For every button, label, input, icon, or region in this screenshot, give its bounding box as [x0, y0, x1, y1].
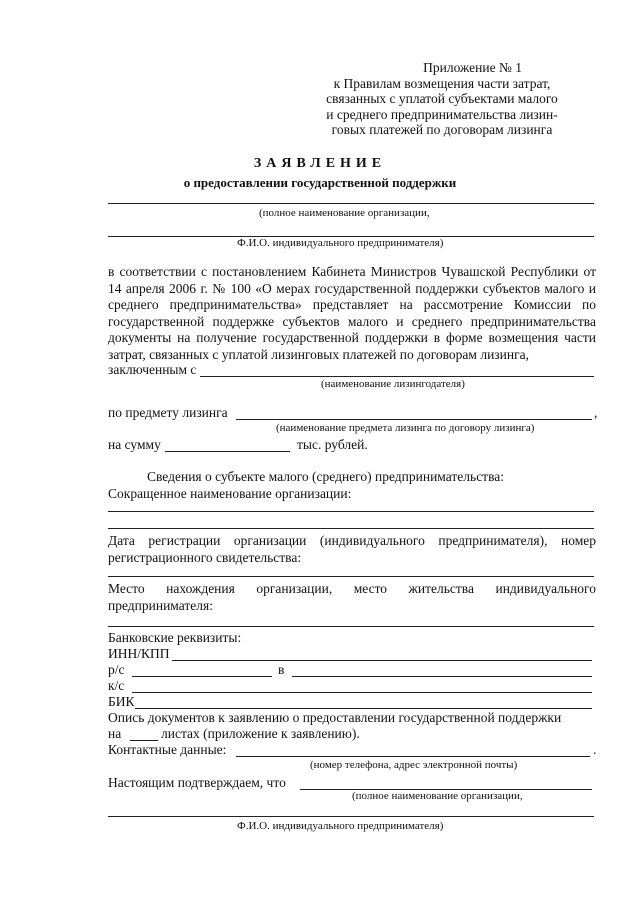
org-name-caption: (полное наименование организации,: [259, 207, 430, 219]
lessor-field-line[interactable]: [200, 376, 594, 377]
confirm-label: Настоящим подтверждаем, что: [108, 775, 286, 790]
bik-field-line[interactable]: [135, 708, 592, 709]
lease-subject-field-line[interactable]: [236, 419, 592, 420]
ks-label: к/с: [108, 678, 125, 693]
main-paragraph: в соответствии с постановлением Кабинета Министров Чувашской Республики от 14 апреля 2006 г. № 100 «О мерах государственной поддержки субъектов малого и среднего предпринимательства» представляет на рассмотрение Комиссии по государственной поддержке субъектов малого и среднего предпринимательства документы на получение государственной поддержки в форме возмещения части затрат, связанных с уплатой лизинговых платежей по договорам лизинга,: [108, 264, 596, 362]
short-name-label: Сокращенное наименование организации:: [108, 486, 352, 501]
sum-label: на сумму: [108, 437, 161, 452]
bank-heading: Банковские реквизиты:: [108, 630, 242, 645]
registration-field-line[interactable]: [108, 576, 594, 577]
document-title: ЗАЯВЛЕНИЕ: [253, 156, 387, 171]
appendix-line: связанных с уплатой субъектами малого: [326, 91, 558, 106]
sum-unit: тыс. рублей.: [297, 437, 368, 452]
lease-subject-comma: ,: [594, 405, 598, 420]
appendix-line: к Правилам возмещения части затрат,: [333, 75, 551, 91]
appendix-header: [292, 60, 592, 138]
location-label: Место нахождения организации, место жительства индивидуального предпринимателя:: [108, 581, 596, 613]
appendix-line: говых платежей по договорам лизинга: [331, 122, 553, 137]
contacts-label: Контактные данные:: [108, 742, 227, 757]
confirm-entrepreneur-field-line[interactable]: [108, 816, 594, 817]
document-subtitle: о предоставлении государственной поддержки: [183, 175, 457, 190]
appendix-line: и среднего предпринимательства лизин-: [326, 106, 558, 122]
contacts-caption: (номер телефона, адрес электронной почты): [310, 759, 518, 771]
concluded-with-label: заключенным с: [108, 362, 197, 377]
short-name-field-line-1[interactable]: [108, 511, 594, 512]
rs-in-label: в: [278, 662, 285, 677]
registration-label: Дата регистрации организации (индивидуального предпринимателя), номер регистрационного свидетельства:: [108, 533, 596, 565]
location-field-line[interactable]: [108, 626, 594, 627]
inn-kpp-field-line[interactable]: [172, 660, 592, 661]
ks-field-line[interactable]: [132, 692, 592, 693]
inn-kpp-label: ИНН/КПП: [108, 646, 170, 661]
info-heading: Сведения о субъекте малого (среднего) предпринимательства:: [147, 469, 505, 484]
short-name-field-line-2[interactable]: [108, 528, 594, 529]
lease-subject-caption: (наименование предмета лизинга по договору лизинга): [276, 422, 535, 434]
contacts-period: .: [593, 742, 597, 757]
lessor-caption: (наименование лизингодателя): [321, 378, 465, 390]
confirm-org-caption: (полное наименование организации,: [352, 790, 523, 802]
bik-label: БИК: [108, 694, 135, 709]
org-name-field-line[interactable]: [108, 203, 594, 204]
inventory-pages-field-line[interactable]: [130, 740, 158, 741]
confirm-entrepreneur-caption: Ф.И.О. индивидуального предпринимателя): [237, 820, 444, 832]
inventory-suffix: листах (приложение к заявлению).: [161, 726, 360, 741]
bank-name-field-line[interactable]: [292, 676, 592, 677]
appendix-number: Приложение № 1: [423, 60, 522, 75]
contacts-field-line[interactable]: [236, 756, 590, 757]
entrepreneur-name-caption: Ф.И.О. индивидуального предпринимателя): [237, 237, 444, 249]
rs-label: р/с: [108, 662, 125, 677]
lease-subject-label: по предмету лизинга: [108, 405, 228, 420]
inventory-line: Опись документов к заявлению о предоставлении государственной поддержки: [108, 710, 562, 725]
rs-field-line[interactable]: [132, 676, 272, 677]
inventory-prefix: на: [108, 726, 122, 741]
sum-field-line[interactable]: [165, 451, 290, 452]
